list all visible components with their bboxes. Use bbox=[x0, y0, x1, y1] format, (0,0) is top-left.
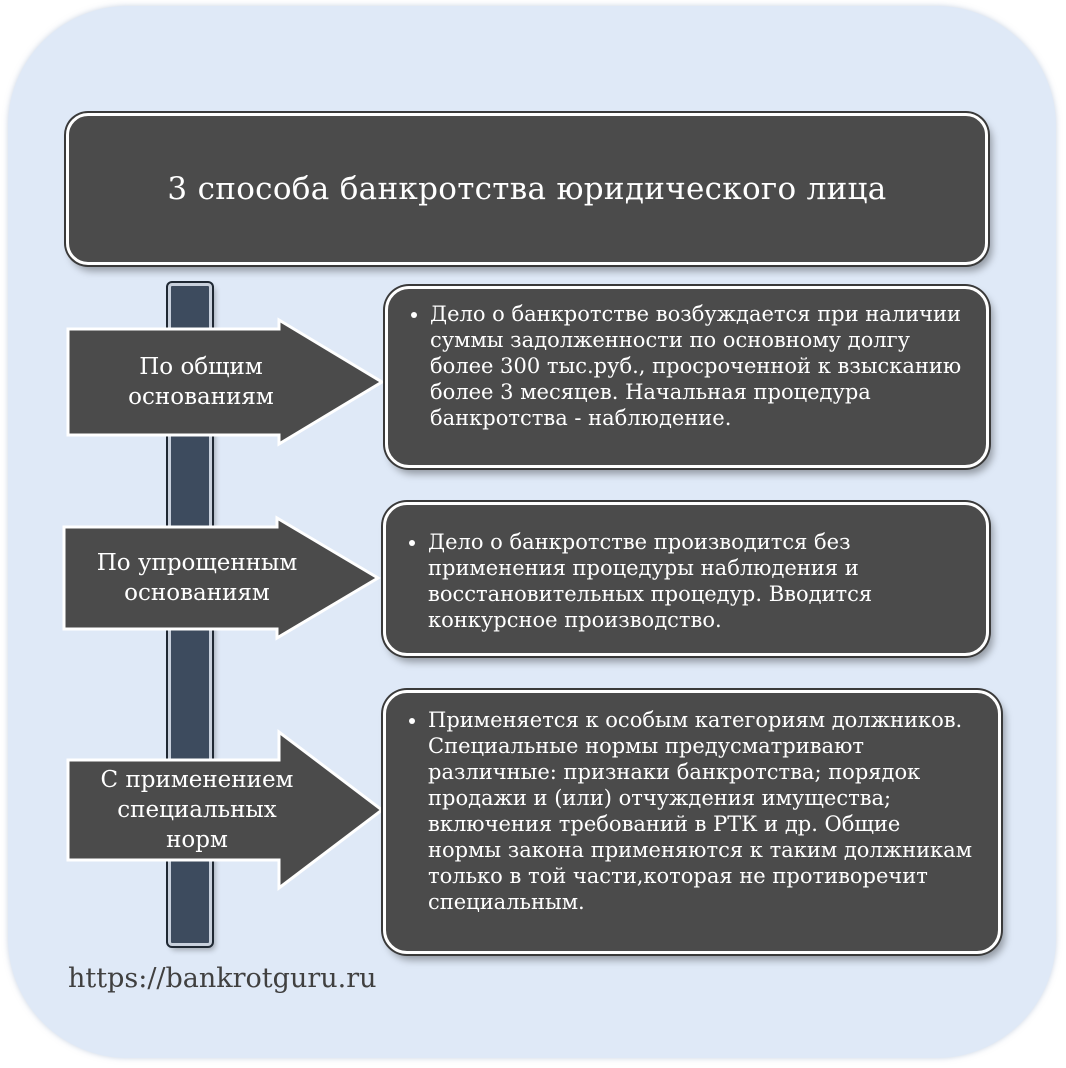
method-arrow-general bbox=[66, 318, 386, 446]
method-description-box bbox=[385, 286, 989, 468]
method-label: По общим основаниям bbox=[128, 354, 274, 410]
method-description-box bbox=[383, 502, 989, 656]
method-label: С применением специальных норм bbox=[100, 767, 294, 853]
source-url: https://bankrotguru.ru bbox=[68, 963, 377, 994]
description-item: • Дело о банкротстве производится без применения процедуры наблюдения и восстановительных процедур. Вводится конкурсное производство. bbox=[428, 529, 968, 633]
description-list bbox=[386, 529, 968, 633]
description-item: • Дело о банкротстве возбуждается при наличии суммы задолженности по основному долгу более 300 тыс.руб., просроченной к взысканию более 3 месяцев. Начальная процедура банкротства - наблюдение. bbox=[430, 301, 968, 431]
method-arrow-simplified bbox=[62, 516, 382, 640]
page-title: 3 способа банкротства юридического лица bbox=[167, 171, 887, 207]
method-description-box bbox=[383, 690, 1001, 954]
method-arrow-special bbox=[66, 730, 386, 890]
description-item: • Применяется к особым категориям должников. Специальные нормы предусматривают различные: признаки банкротства; порядок продажи и (или) отчуждения имущества; включения требований в РТК и др. Общие нормы закона применяются к таким должникам только в той части,которая не противоречит специальным. bbox=[428, 707, 980, 915]
description-list bbox=[386, 707, 980, 915]
description-list bbox=[388, 301, 968, 431]
method-label: По упрощенным основаниям bbox=[96, 550, 298, 606]
title-box bbox=[66, 113, 988, 265]
